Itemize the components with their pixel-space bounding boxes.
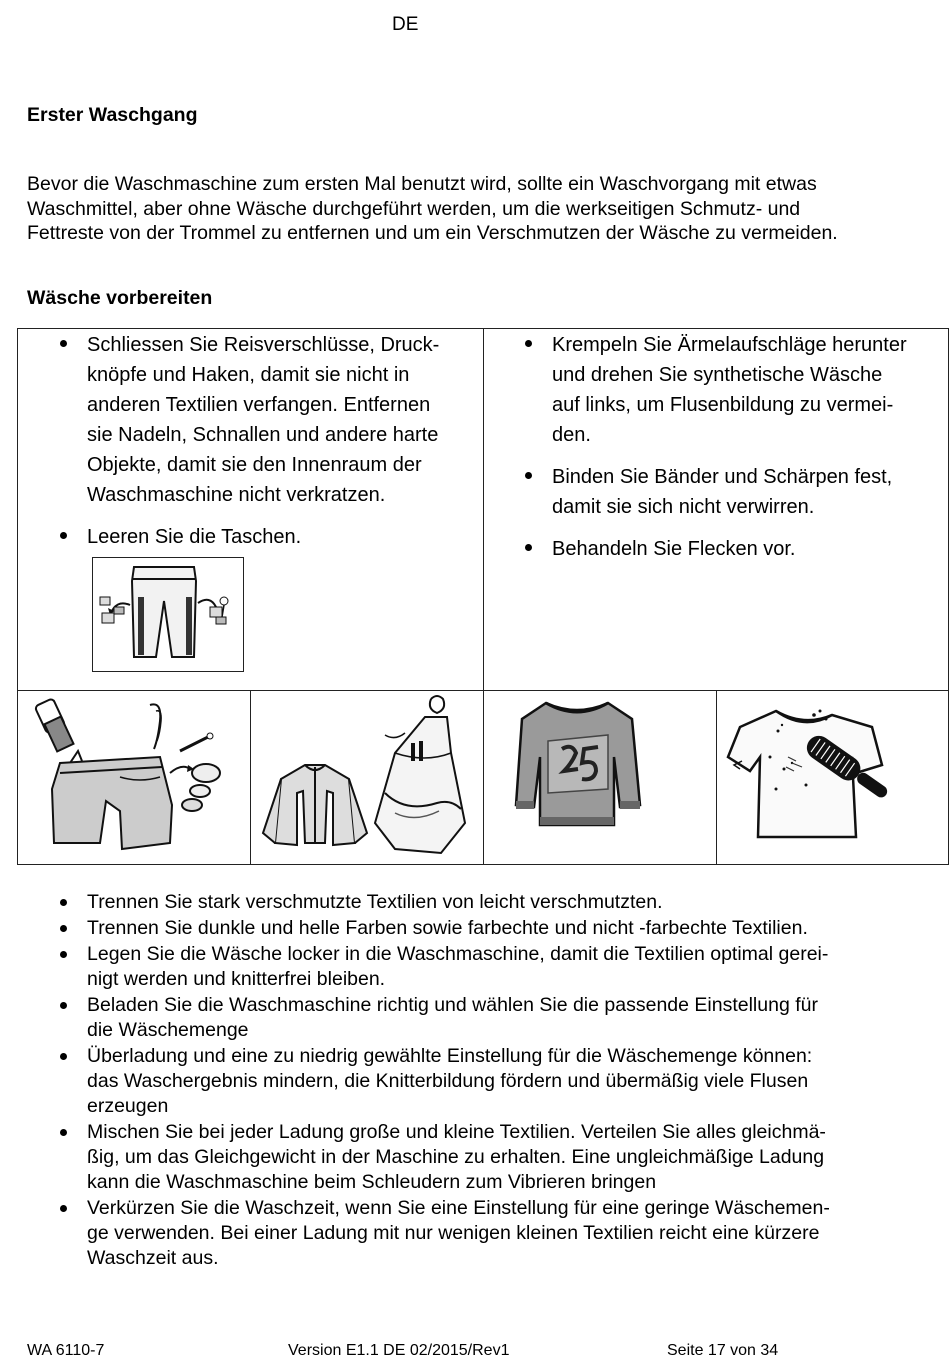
list-item-line: knöpfe und Haken, damit sie nicht in [87, 364, 410, 386]
table-border-left [17, 328, 18, 865]
shirt-stain-brush-illustration [722, 697, 947, 857]
list-item [87, 993, 937, 1043]
list-item-line: Trennen Sie stark verschmutzte Textilien von leicht verschmutzten. [87, 891, 663, 913]
list-item [87, 890, 937, 915]
list-item-line: das Waschergebnis mindern, die Knitterbildung fördern und übermäßig viele Flusen [87, 1070, 809, 1092]
list-item-line: kann die Waschmaschine beim Schleudern zum Vibrieren bringen [87, 1171, 657, 1193]
list-item-line: sie Nadeln, Schnallen und andere harte [87, 424, 439, 446]
bullet-icon [60, 1129, 67, 1136]
bullet-icon [60, 1205, 67, 1212]
list-item-line: Verkürzen Sie die Waschzeit, wenn Sie eine Einstellung für eine geringe Wäschemen- [87, 1197, 830, 1219]
bullet-icon [525, 544, 532, 551]
list-item [87, 942, 937, 992]
bullet-icon [525, 472, 532, 479]
bullet-icon [60, 1053, 67, 1060]
list-item-line: Trennen Sie dunkle und helle Farben sowie farbechte und nicht -farbechte Textilien. [87, 917, 808, 939]
jacket-and-apron-illustration [255, 693, 480, 861]
list-item [87, 522, 477, 552]
language-label: DE [392, 14, 419, 35]
laundry-tips-list [87, 890, 937, 1272]
first-wash-paragraph [27, 172, 942, 246]
sweater-inside-out-illustration [512, 697, 642, 835]
list-item-line: Leeren Sie die Taschen. [87, 526, 302, 548]
list-item [552, 330, 944, 450]
list-item-line: ge verwenden. Bei einer Ladung mit nur wenigen kleinen Textilien reicht eine kürzere [87, 1222, 820, 1244]
list-item-line: Überladung und eine zu niedrig gewählte Einstellung für die Wäschemenge können: [87, 1045, 813, 1067]
list-item-line: und drehen Sie synthetische Wäsche [552, 364, 883, 386]
list-item [87, 916, 937, 941]
paragraph-line: Waschmittel, aber ohne Wäsche durchgeführt werden, um die werkseitigen Schmutz- und [27, 197, 801, 220]
list-item-line: Objekte, damit sie den Innenraum der [87, 454, 422, 476]
footer-page-number: Seite 17 von 34 [667, 1342, 779, 1359]
list-item [552, 534, 944, 564]
paragraph-line: Fettreste von der Trommel zu entfernen und um ein Verschmutzen der Wäsche zu vermeiden. [27, 222, 838, 244]
bullet-icon [525, 340, 532, 347]
footer-model: WA 6110-7 [27, 1342, 105, 1359]
list-item-line: ßig, um das Gleichgewicht in der Maschine zu erhalten. Eine ungleichmäßige Ladung [87, 1146, 825, 1168]
left-cell-list [87, 330, 477, 564]
bullet-icon [60, 340, 67, 347]
bullet-icon [60, 1002, 67, 1009]
list-item [87, 1196, 937, 1271]
list-item [87, 1120, 937, 1195]
bullet-icon [60, 951, 67, 958]
section-title-first-wash: Erster Waschgang [27, 104, 198, 126]
list-item-line: auf links, um Flusenbildung zu vermei- [552, 394, 894, 416]
list-item-line: Behandeln Sie Flecken vor. [552, 538, 796, 560]
shorts-pockets-illustration [92, 557, 244, 672]
list-item-line: Schliessen Sie Reisverschlüsse, Druck- [87, 334, 440, 356]
bullet-icon [60, 532, 67, 539]
list-item-line: erzeugen [87, 1095, 169, 1117]
list-item-line: Waschzeit aus. [87, 1247, 219, 1269]
table-border-lower-left [250, 690, 251, 865]
footer-version: Version E1.1 DE 02/2015/Rev1 [288, 1342, 510, 1359]
list-item-line: die Wäschemenge [87, 1019, 249, 1041]
bullet-icon [60, 925, 67, 932]
list-item-line: Beladen Sie die Waschmaschine richtig und wählen Sie die passende Einstellung für [87, 994, 818, 1016]
table-border-lower-right [716, 690, 717, 865]
list-item-line: Krempeln Sie Ärmelaufschläge herunter [552, 334, 907, 356]
list-item-line: Mischen Sie bei jeder Ladung große und kleine Textilien. Verteilen Sie alles gleichmä- [87, 1121, 826, 1143]
list-item-line: Legen Sie die Wäsche locker in die Waschmaschine, damit die Textilien optimal gerei- [87, 943, 829, 965]
jeans-empty-pockets-illustration [20, 693, 248, 861]
right-cell-list [552, 330, 944, 576]
section-title-prepare-laundry: Wäsche vorbereiten [27, 287, 213, 309]
list-item [87, 1044, 937, 1119]
bullet-icon [60, 899, 67, 906]
list-item-line: damit sie sich nicht verwirren. [552, 496, 815, 518]
list-item-line: Binden Sie Bänder und Schärpen fest, [552, 466, 893, 488]
list-item-line: Waschmaschine nicht verkratzen. [87, 484, 386, 506]
list-item-line: den. [552, 424, 591, 446]
list-item [552, 462, 944, 522]
list-item-line: nigt werden und knitterfrei bleiben. [87, 968, 386, 990]
list-item [87, 330, 477, 510]
paragraph-line: Bevor die Waschmaschine zum ersten Mal benutzt wird, sollte ein Waschvorgang mit etwas [27, 173, 817, 195]
table-border-right [948, 328, 949, 865]
list-item-line: anderen Textilien verfangen. Entfernen [87, 394, 431, 416]
table-border-center [483, 328, 484, 865]
